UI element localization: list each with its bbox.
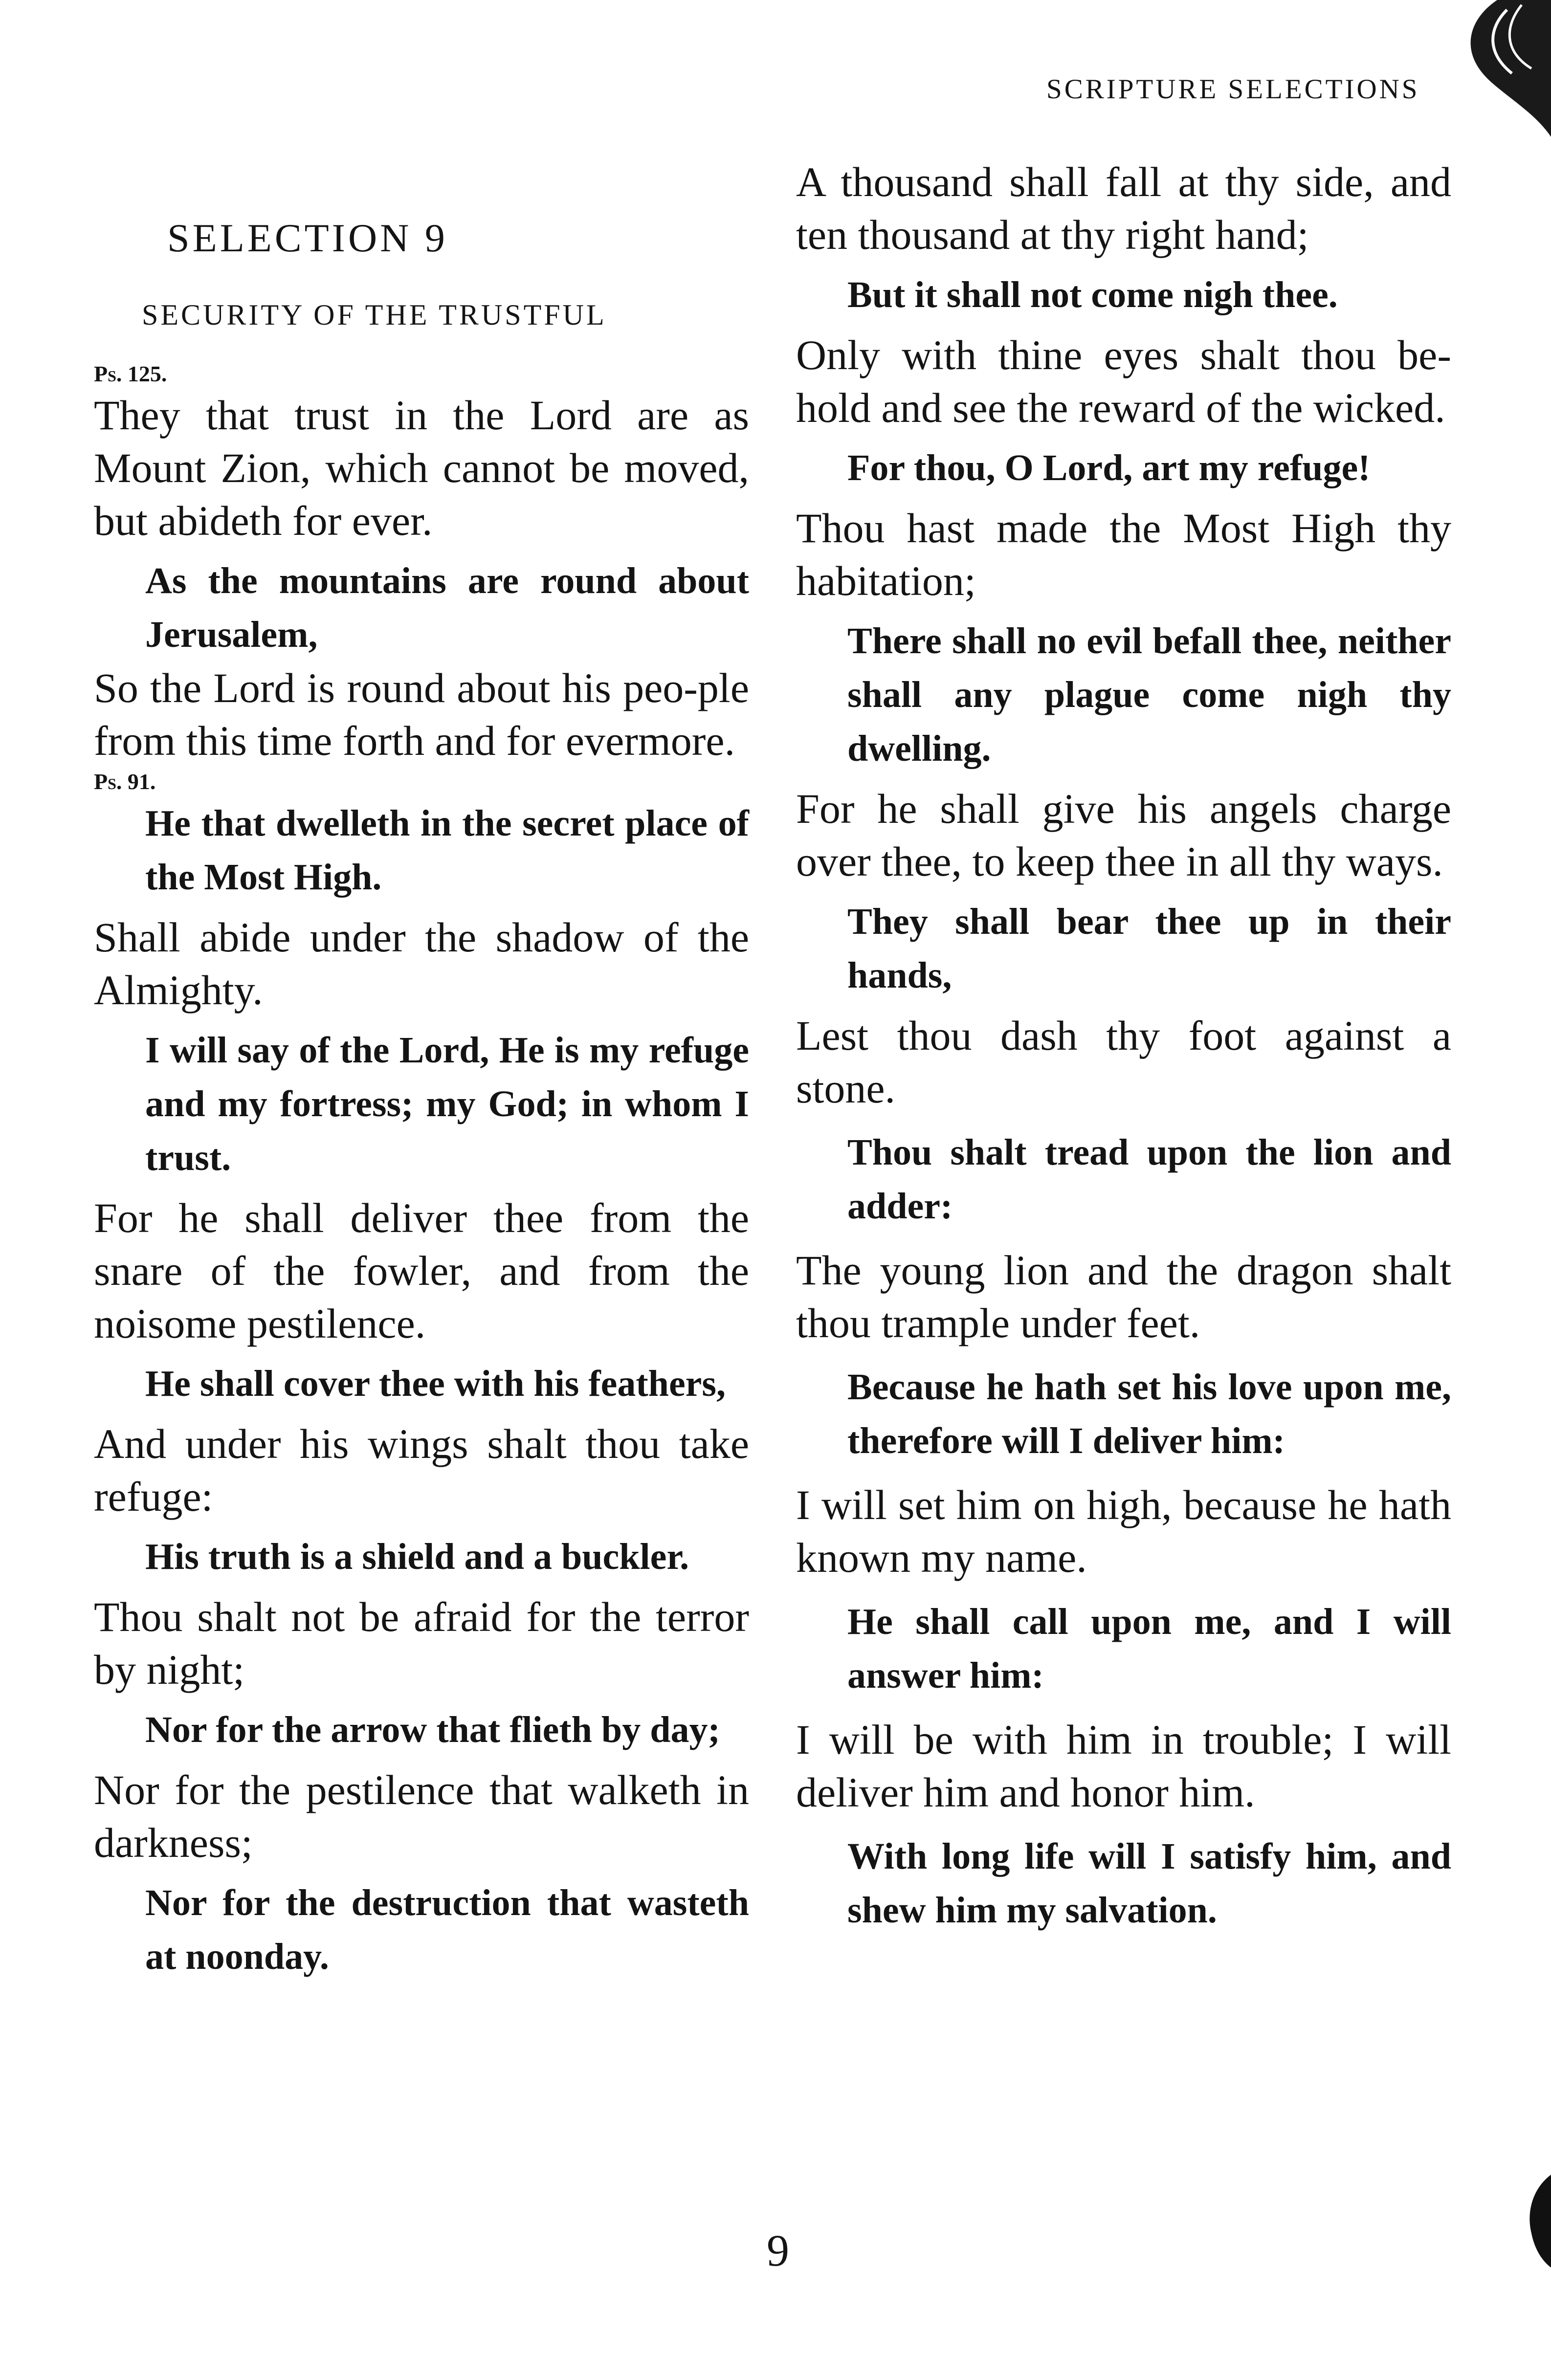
selection-title: SELECTION 9 <box>167 216 448 260</box>
verse-plain: Lest thou dash thy foot against a stone. <box>796 1012 1451 1112</box>
page-corner-mark <box>1439 0 1551 137</box>
verse-response: For thou, O Lord, art my refuge! <box>847 447 1371 488</box>
verse-response: There shall no evil befall thee, neither shall any plague come nigh thy dwelling. <box>847 620 1451 769</box>
left-column <box>94 359 749 1983</box>
verse-plain: I will be with him in trouble; I will deliver him and honor him. <box>796 1716 1451 1816</box>
verse-plain: Thou shalt not be afraid for the terror by night; <box>94 1593 749 1693</box>
psalm-reference: Ps. 125. <box>94 361 167 386</box>
verse-plain: The young lion and the dragon shalt thou trample under feet. <box>796 1247 1451 1346</box>
verse-response: As the mountains are round about Jerusalem, <box>145 560 749 655</box>
verse-plain: They that trust in the Lord are as Mount Zion, which cannot be moved, but abideth for ever. <box>94 392 749 544</box>
verse-plain: A thousand shall fall at thy side, and ten thousand at thy right hand; <box>796 158 1451 258</box>
verse-response: He shall call upon me, and I will answer him: <box>847 1601 1451 1696</box>
verse-plain: For he shall give his angels charge over thee, to keep thee in all thy ways. <box>796 785 1451 885</box>
verse-response: Because he hath set his love upon me, therefore will I deliver him: <box>847 1366 1451 1461</box>
verse-plain: Only with thine eyes shalt thou be-hold and see the reward of the wicked. <box>796 331 1451 431</box>
verse-plain: And under his wings shalt thou take refuge: <box>94 1420 749 1520</box>
verse-response: He that dwelleth in the secret place of the Most High. <box>145 803 749 898</box>
page-number: 9 <box>767 2226 789 2275</box>
verse-plain: So the Lord is round about his peo-ple from this time forth and for evermore. <box>94 664 749 764</box>
verse-response: They shall bear thee up in their hands, <box>847 901 1451 996</box>
verse-response: But it shall not come nigh thee. <box>847 274 1338 315</box>
verse-response: Nor for the arrow that flieth by day; <box>145 1709 720 1750</box>
selection-subtitle: SECURITY OF THE TRUSTFUL <box>142 299 607 331</box>
running-head: SCRIPTURE SELECTIONS <box>1046 74 1420 105</box>
verse-plain: Thou hast made the Most High thy habitation; <box>796 505 1451 604</box>
verse-response: His truth is a shield and a buckler. <box>145 1536 689 1577</box>
verse-response: He shall cover thee with his feathers, <box>145 1363 726 1404</box>
verse-plain: Shall abide under the shadow of the Almighty. <box>94 914 749 1014</box>
page-edge-blot <box>1517 2175 1551 2268</box>
verse-response: Nor for the destruction that wasteth at noonday. <box>145 1882 749 1977</box>
verse-response: I will say of the Lord, He is my refuge and my fortress; my God; in whom I trust. <box>145 1030 749 1178</box>
verse-response: Thou shalt tread upon the lion and adder: <box>847 1132 1451 1227</box>
psalm-reference: Ps. 91. <box>94 769 156 794</box>
verse-plain: Nor for the pestilence that walketh in darkness; <box>94 1766 749 1866</box>
verse-plain: For he shall deliver thee from the snare of the fowler, and from the noisome pestilence. <box>94 1194 749 1347</box>
verse-plain: I will set him on high, because he hath known my name. <box>796 1481 1451 1581</box>
verse-response: With long life will I satisfy him, and shew him my salvation. <box>847 1836 1451 1931</box>
right-column <box>796 155 1451 1937</box>
